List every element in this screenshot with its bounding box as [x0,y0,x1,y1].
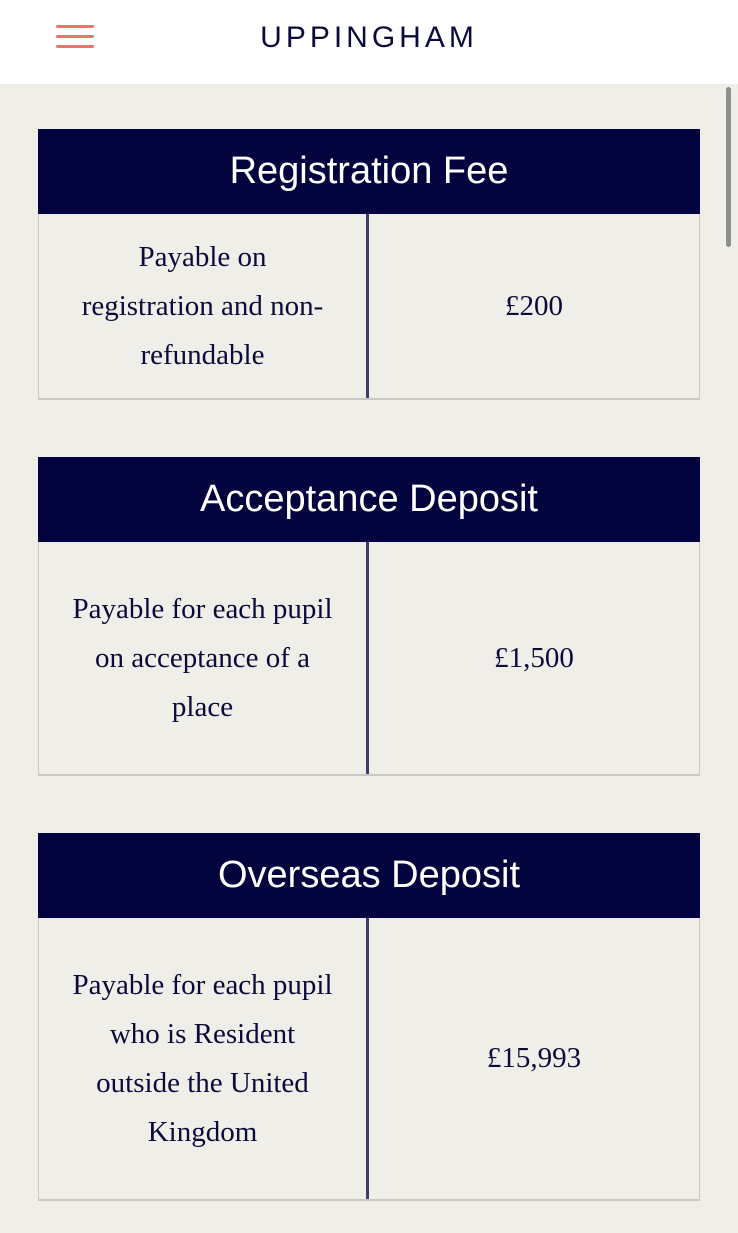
fee-amount: £1,500 [494,641,574,674]
fee-description: Payable for each pupil who is Resident outside the United Kingdom [39,918,369,1199]
fee-amount: £15,993 [486,1042,582,1074]
scrollbar-thumb[interactable] [726,87,731,247]
fee-table-title: Acceptance Deposit [38,457,700,542]
fee-row [38,542,700,776]
fee-amount: £200 [505,289,563,322]
fee-table-registration [38,129,700,400]
fee-row [38,214,700,400]
site-logo[interactable]: UPPINGHAM [260,21,478,54]
fee-table-overseas [38,833,700,1201]
fee-table-acceptance [38,457,700,776]
fee-description: Payable on registration and non-refundable [39,214,369,398]
fee-description: Payable for each pupil on acceptance of a place [39,542,369,774]
fee-row [38,918,700,1201]
fee-table-title: Registration Fee [38,129,700,214]
fee-table-title: Overseas Deposit [38,833,700,918]
site-header [0,0,738,84]
